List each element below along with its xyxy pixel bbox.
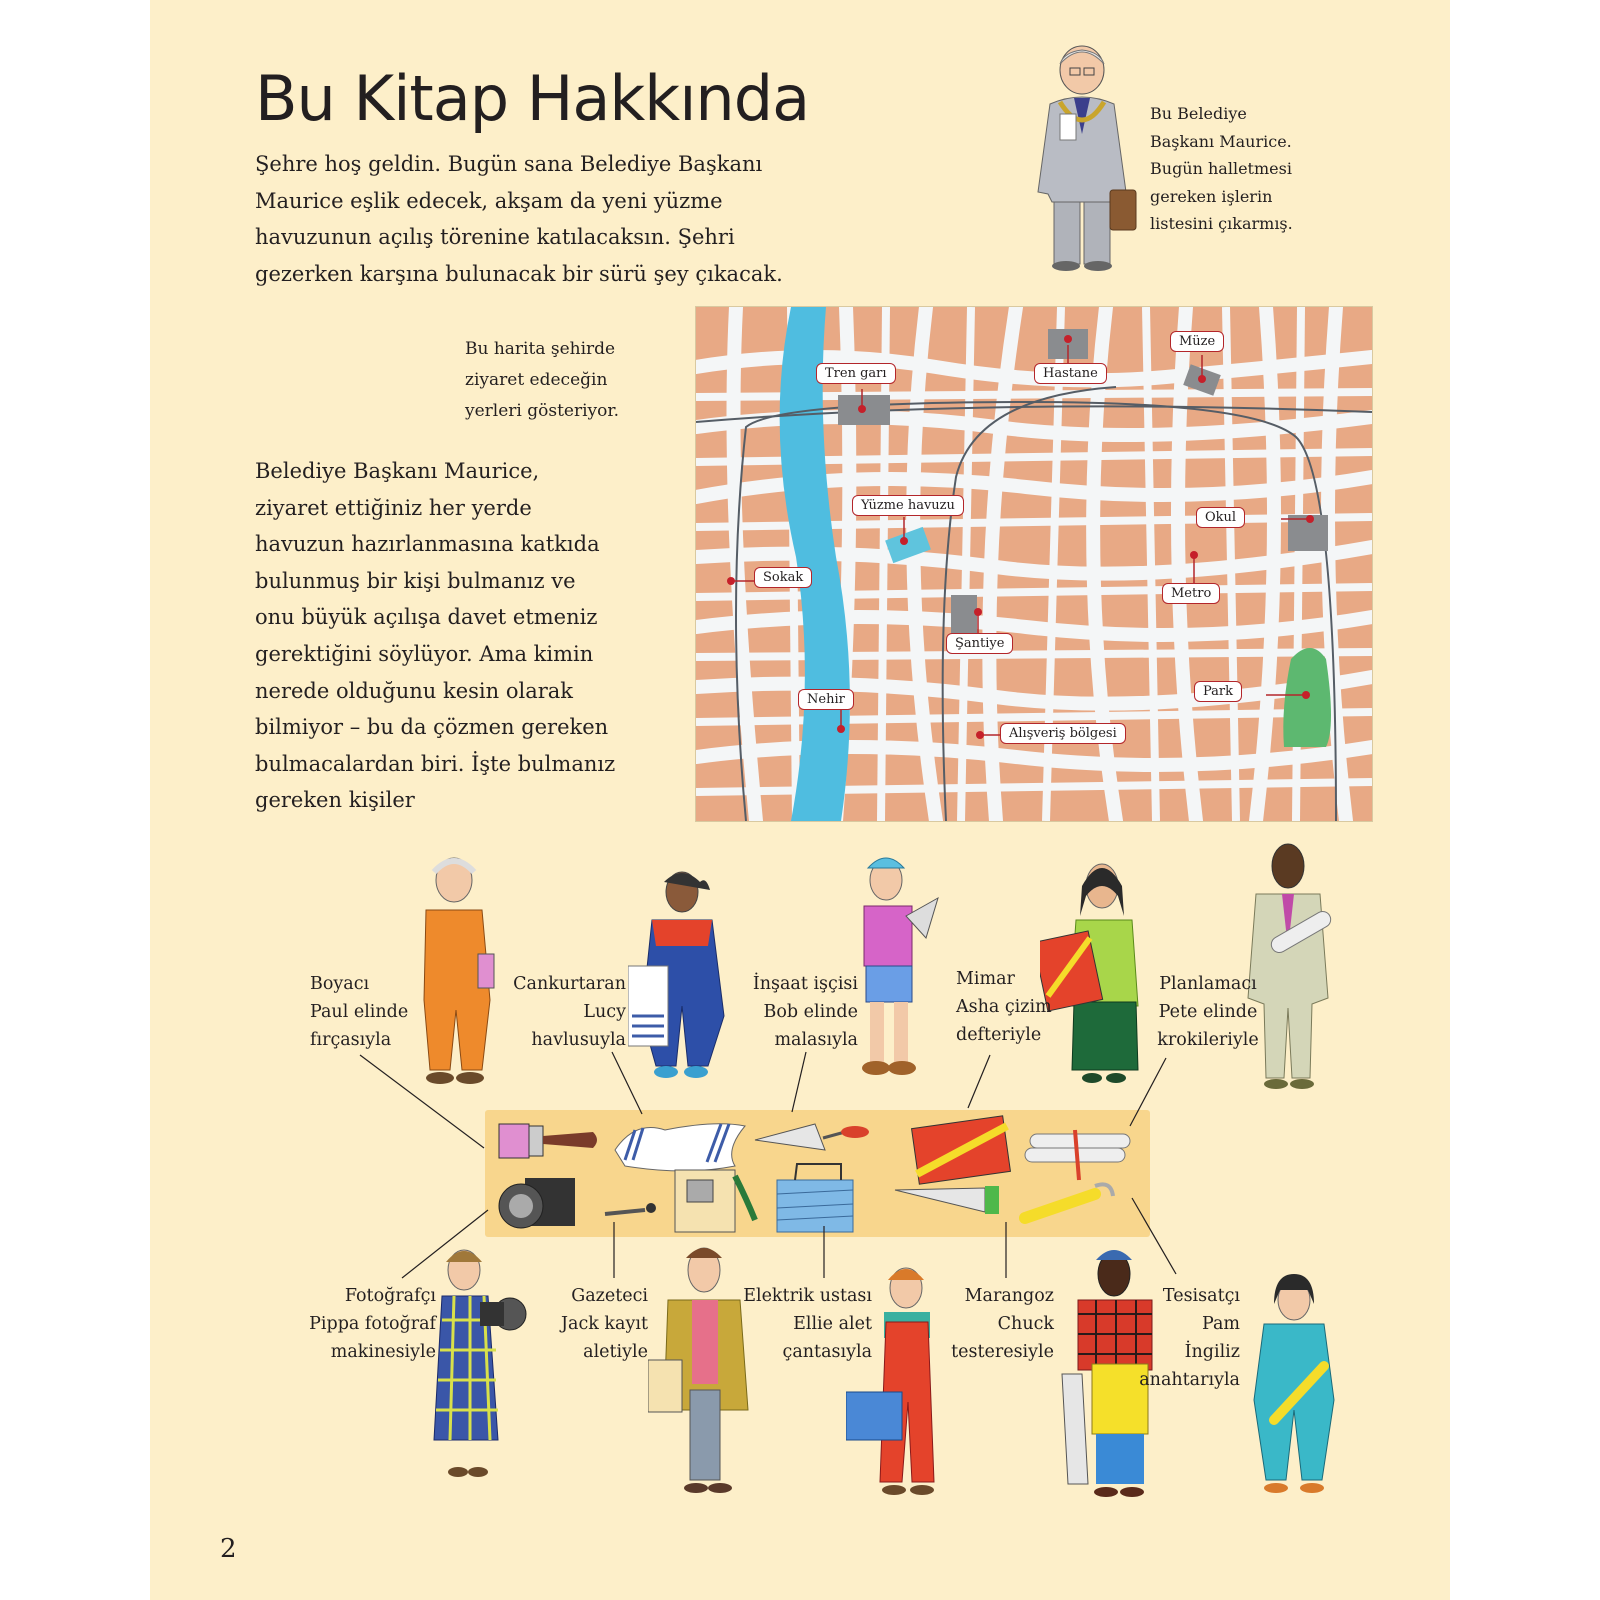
caption-line: yerleri gösteriyor. — [465, 401, 620, 421]
page-title: Bu Kitap Hakkında — [255, 62, 810, 135]
label-line: Fotoğrafçı — [344, 1286, 436, 1306]
intro-line: Şehre hoş geldin. Bugün sana Belediye Başkanı — [255, 152, 763, 176]
person-label-architect — [956, 965, 1052, 1049]
person-label-photographer — [300, 1282, 436, 1366]
label-line: Pam — [1201, 1314, 1240, 1334]
label-line: Bob elinde — [763, 1002, 858, 1022]
map-label-santiye: Şantiye — [946, 633, 1013, 654]
label-line: malasıyla — [774, 1030, 858, 1050]
painter-paul-illustration — [412, 850, 502, 1090]
label-line: Boyacı — [310, 974, 370, 994]
person-label-carpenter — [936, 1282, 1054, 1366]
caption-line: ziyaret edeceğin — [465, 370, 608, 390]
label-line: havlusuyla — [531, 1030, 626, 1050]
body-line: ziyaret ettiğiniz her yerde — [255, 495, 532, 520]
label-line: Mimar — [956, 969, 1015, 989]
intro-line: havuzunun açılış törenine katılacaksın. Şehri — [255, 225, 735, 249]
architect-asha-illustration — [1040, 856, 1150, 1088]
intro-line: gezerken karşına bulunacak bir sürü şey çıkacak. — [255, 261, 783, 286]
body-line: bulunmuş bir kişi bulmanız ve — [255, 568, 576, 593]
label-line: İngiliz — [1184, 1342, 1240, 1362]
person-label-lifeguard — [500, 970, 626, 1054]
map-label-hastane: Hastane — [1034, 363, 1107, 384]
person-label-plumber — [1130, 1282, 1240, 1394]
map-label-tren-gari: Tren garı — [816, 363, 896, 384]
map-label-nehir: Nehir — [798, 689, 854, 710]
planner-pete-illustration — [1238, 838, 1338, 1094]
body-line: bilmiyor – bu da çözmen gereken — [255, 715, 609, 740]
label-line: Cankurtaran — [513, 974, 626, 994]
label-line: çantasıyla — [782, 1342, 872, 1362]
construction-worker-bob-illustration — [846, 846, 946, 1082]
label-line: İnşaat işçisi — [752, 974, 858, 994]
label-line: Ellie alet — [793, 1314, 872, 1334]
body-line: Belediye Başkanı Maurice, — [255, 459, 540, 483]
body-line: nerede olduğunu kesin olarak — [255, 678, 573, 703]
caption-line: gereken işlerin — [1150, 186, 1273, 206]
person-label-journalist — [540, 1282, 648, 1366]
caption-line: Bugün halletmesi — [1150, 159, 1292, 178]
label-line: Planlamacı — [1159, 974, 1257, 994]
label-line: Pete elinde — [1158, 1002, 1258, 1022]
label-line: defteriyle — [956, 1025, 1042, 1045]
map-label-muze: Müze — [1170, 331, 1224, 352]
label-line: Marangoz — [964, 1286, 1054, 1306]
map-label-okul: Okul — [1196, 507, 1245, 528]
label-line: testeresiyle — [951, 1342, 1054, 1362]
label-line: krokileriyle — [1157, 1030, 1259, 1050]
person-label-painter — [310, 970, 408, 1054]
body-line: havuzun hazırlanmasına katkıda — [255, 532, 600, 557]
label-line: Asha çizim — [956, 997, 1052, 1017]
label-line: Tesisatçı — [1162, 1286, 1240, 1306]
label-line: Lucy — [583, 1002, 626, 1022]
body-line: gereken kişiler — [255, 788, 415, 813]
label-line: Pippa fotoğraf — [309, 1314, 436, 1334]
caption-line: Başkanı Maurice. — [1150, 131, 1292, 151]
label-line: aletiyle — [583, 1342, 648, 1362]
label-line: Jack kayıt — [561, 1314, 648, 1334]
label-line: Elektrik ustası — [743, 1286, 872, 1306]
photographer-pippa-illustration — [424, 1240, 534, 1490]
label-line: Gazeteci — [571, 1286, 648, 1306]
label-line: Paul elinde — [310, 1002, 409, 1022]
caption-line: Bu Belediye — [1150, 104, 1247, 123]
body-line: gerektiğini söylüyor. Ama kimin — [255, 641, 594, 666]
body-line: onu büyük açılışa davet etmeniz — [255, 605, 598, 630]
caption-line: listesini çıkarmış. — [1150, 214, 1293, 233]
plumber-pam-illustration — [1244, 1270, 1344, 1500]
intro-line: Maurice eşlik edecek, akşam da yeni yüzme — [255, 188, 723, 213]
person-label-construction-worker — [740, 970, 858, 1054]
journalist-jack-illustration — [648, 1240, 758, 1500]
map-label-park: Park — [1194, 681, 1242, 702]
map-label-alisveris: Alışveriş bölgesi — [1000, 723, 1126, 744]
map-label-metro: Metro — [1162, 583, 1220, 604]
person-label-electrician — [726, 1282, 872, 1366]
map-label-yuzme-havuzu: Yüzme havuzu — [852, 495, 964, 516]
label-line: anahtarıyla — [1139, 1370, 1240, 1390]
page-number: 2 — [220, 1534, 237, 1564]
person-label-planner — [1148, 970, 1268, 1054]
lifeguard-lucy-illustration — [628, 866, 738, 1086]
label-line: makinesiyle — [330, 1342, 436, 1362]
caption-line: Bu harita şehirde — [465, 339, 616, 359]
map-label-sokak: Sokak — [754, 567, 812, 588]
label-line: fırçasıyla — [310, 1030, 392, 1050]
body-line: bulmacalardan biri. İşte bulmanız — [255, 751, 616, 776]
label-line: Chuck — [997, 1314, 1054, 1334]
